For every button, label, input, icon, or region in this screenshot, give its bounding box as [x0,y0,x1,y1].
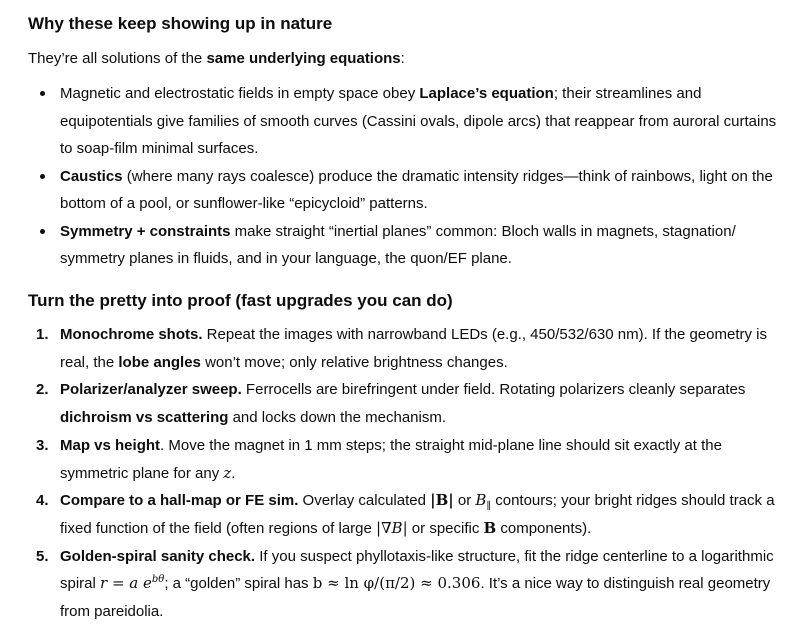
list-item: 4. Compare to a hall-map or FE sim. Overlay calculated |B| or $B_\parallel$ contours; your bright ridges should track a fixed function of the field (often regions of large |∇B| or specific B components). [36,491,775,537]
list-item: 2. Polarizer/analyzer sweep. Ferrocells are birefringent under field. Rotating polarizers cleanly separates dichroism vs scattering and locks down the mechanism. [36,381,746,427]
bullet-dot [40,174,45,179]
list-item: 1. Monochrome shots. Repeat the images with narrowband LEDs (e.g., 450/532/630 nm). If the geometry is real, the lobe angles won’t move; only relative brightness changes. [36,326,767,371]
list-item: 5. Golden-spiral sanity check. If you suspect phyllotaxis-like structure, fit the ridge centerline to a logarithmic spiral r = a $e^{b\theta}$; a “golden” spiral has b ≈ ln φ/(π/2) ≈ 0.306. It’s a nice way to distinguish real geometry from pareidolia. [36,547,774,621]
math-z: z [223,463,232,482]
list-item: Symmetry + constraints make straight “inertial planes” common: Bloch walls in magnets, stagnation/ symmetry planes in fluids, and in your language, the quon/EF plane. [28,218,788,273]
nature-bullet-list [28,80,788,273]
proof-steps-list [28,321,788,626]
math-abs-b: |B| [430,491,454,510]
intro-paragraph: They’re all solutions of the same underlying equations: [28,50,405,67]
math-golden-b: b ≈ ln φ/(π/2) ≈ 0.306 [312,574,481,593]
list-item: 3. Map vs height. Move the magnet in 1 mm steps; the straight mid-plane line should sit exactly at the symmetric plane for any z. [36,436,722,482]
section-heading-proof: Turn the pretty into proof (fast upgrades you can do) [28,291,453,310]
math-grad-b: |∇B| [376,518,408,537]
math-log-spiral: r = a $e^{b\theta}$ [100,574,165,593]
bullet-dot [40,229,45,234]
list-item: Magnetic and electrostatic fields in empty space obey Laplace’s equation; their streamlines and equipotentials give families of smooth curves (Cassini ovals, dipole arcs) that reappear from auroral curtains to soap-film minimal surfaces. [28,80,788,163]
section-heading-nature: Why these keep showing up in nature [28,14,333,33]
bullet-dot [40,91,45,96]
math-bold-b: B [483,518,497,537]
math-b-parallel: $B_\parallel$ [475,491,492,513]
intro-bold: same underlying equations [206,50,401,67]
list-item: Caustics (where many rays coalesce) produce the dramatic intensity ridges—think of rainbows, light on the bottom of a pool, or sunflower-like “epicycloid” patterns. [28,163,788,218]
